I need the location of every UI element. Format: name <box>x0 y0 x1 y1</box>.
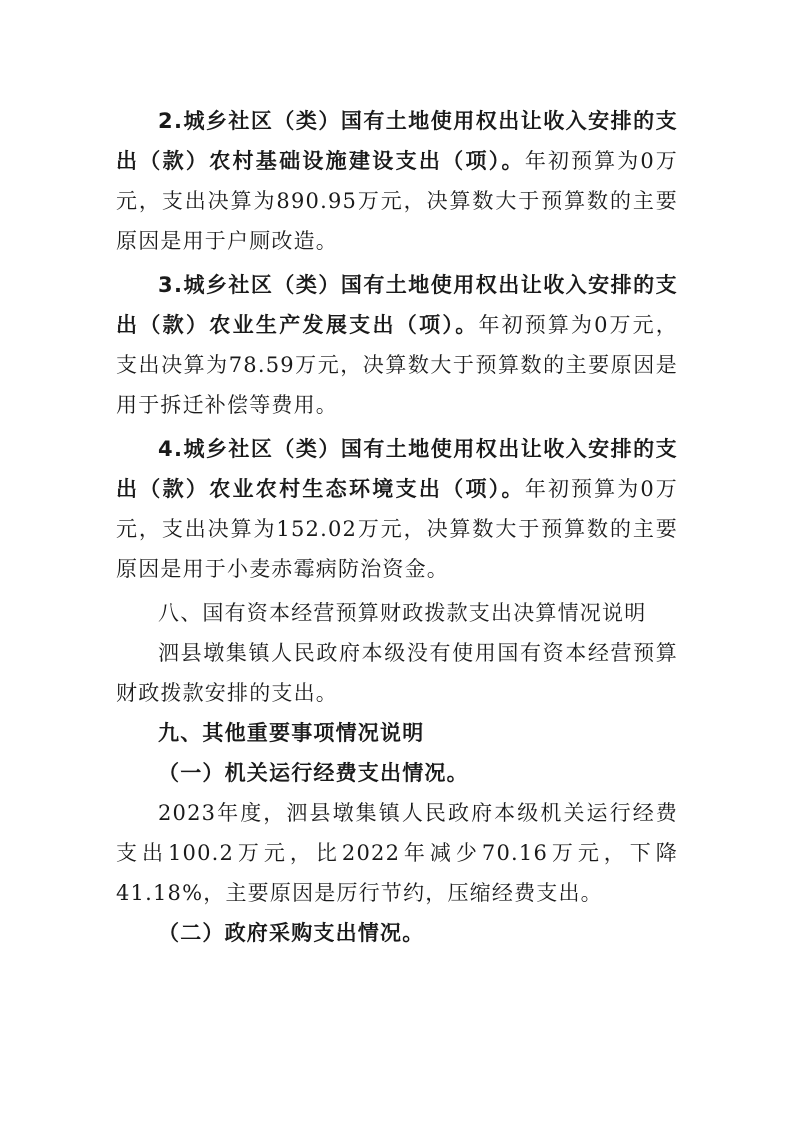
document-body <box>116 101 678 953</box>
item-3-body: 年初预算为0万元，支出决算为78.59万元，决算数大于预算数的主要原因是用于拆迁补偿等费用。 <box>116 313 678 417</box>
paragraph-item-3 <box>116 265 678 425</box>
paragraph-item-4 <box>116 429 678 589</box>
item-4-heading: 4.城乡社区（类）国有土地使用权出让收入安排的支出（款）农业农村生态环境支出（项）。 <box>116 437 678 501</box>
item-3-heading: 3.城乡社区（类）国有土地使用权出让收入安排的支出（款）农业生产发展支出（项）。 <box>116 273 678 337</box>
section-9-sub1-heading: （一）机关运行经费支出情况。 <box>158 761 469 785</box>
section-9-heading: 九、其他重要事项情况说明 <box>158 721 425 745</box>
section-9-sub2-heading: （二）政府采购支出情况。 <box>158 921 425 945</box>
section-8-text: 泗县墩集镇人民政府本级没有使用国有资本经营预算财政拨款安排的支出。 <box>116 641 678 705</box>
item-2-heading: 2.城乡社区（类）国有土地使用权出让收入安排的支出（款）农村基础设施建设支出（项）。 <box>116 109 678 173</box>
item-4-body: 年初预算为0万元，支出决算为152.02万元，决算数大于预算数的主要原因是用于小麦赤霉病防治资金。 <box>116 477 679 581</box>
item-2-body: 年初预算为0万元，支出决算为890.95万元，决算数大于预算数的主要原因是用于户厕改造。 <box>116 149 679 253</box>
section-9-sub1-text: 2023年度，泗县墩集镇人民政府本级机关运行经费支出100.2万元，比2022年减少70.16万元，下降41.18%，主要原因是厉行节约，压缩经费支出。 <box>116 801 678 905</box>
section-8-heading: 八、国有资本经营预算财政拨款支出决算情况说明 <box>158 601 647 625</box>
paragraph-item-2 <box>116 101 678 261</box>
